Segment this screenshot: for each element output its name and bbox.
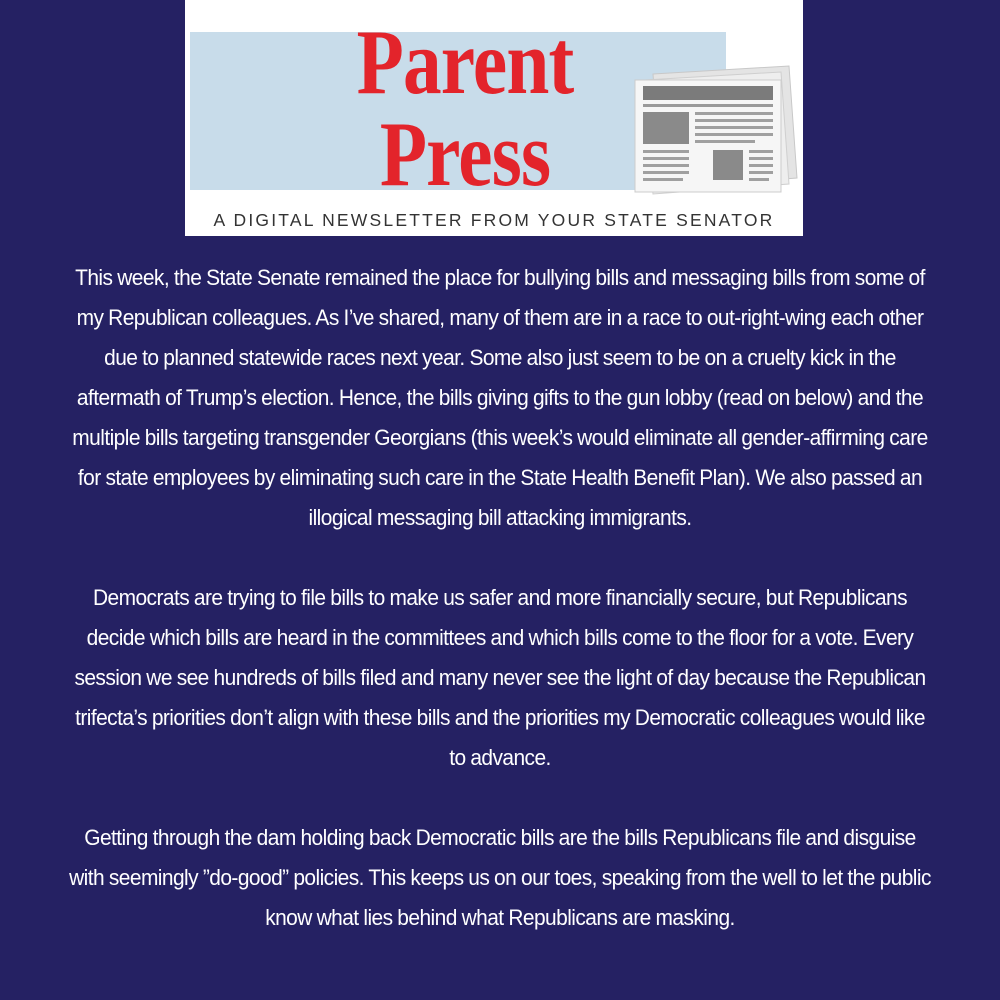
newsletter-body — [32, 258, 968, 978]
newspaper-icon — [631, 60, 799, 200]
masthead-title-line-2: Press — [379, 103, 551, 205]
paragraph-2: Democrats are trying to file bills to make us safer and more financially secure, but Republicans decide which bills are heard in the committees and which bills come to the floor for a vote. Every session we see hundreds of bills filed and many never see the light of day because the Republican trifecta’s priorities don’t align with these bills and the priorities my Democratic colleagues would like to advance. — [74, 585, 926, 770]
masthead-title-line-1: Parent — [356, 11, 574, 113]
newsletter-masthead — [185, 0, 803, 236]
paragraph-3: Getting through the dam holding back Democratic bills are the bills Republicans file and disguise with seemingly ”do-good” policies. This keeps us on our toes, speaking from the well to let the public know what lies behind what Republicans are masking. — [69, 825, 931, 930]
masthead-tagline: A DIGITAL NEWSLETTER FROM YOUR STATE SENATOR — [213, 210, 775, 230]
paragraph-1: This week, the State Senate remained the place for bullying bills and messaging bills from some of my Republican colleagues. As I’ve shared, many of them are in a race to out-right-wing each other due to planned statewide races next year. Some also just seem to be on a cruelty kick in the aftermath of Trump’s election. Hence, the bills giving gifts to the gun lobby (read on below) and the multiple bills targeting transgender Georgians (this week’s would eliminate all gender-affirming care for state employees by eliminating such care in the State Health Benefit Plan). We also passed an illogical messaging bill attacking immigrants. — [72, 265, 928, 530]
